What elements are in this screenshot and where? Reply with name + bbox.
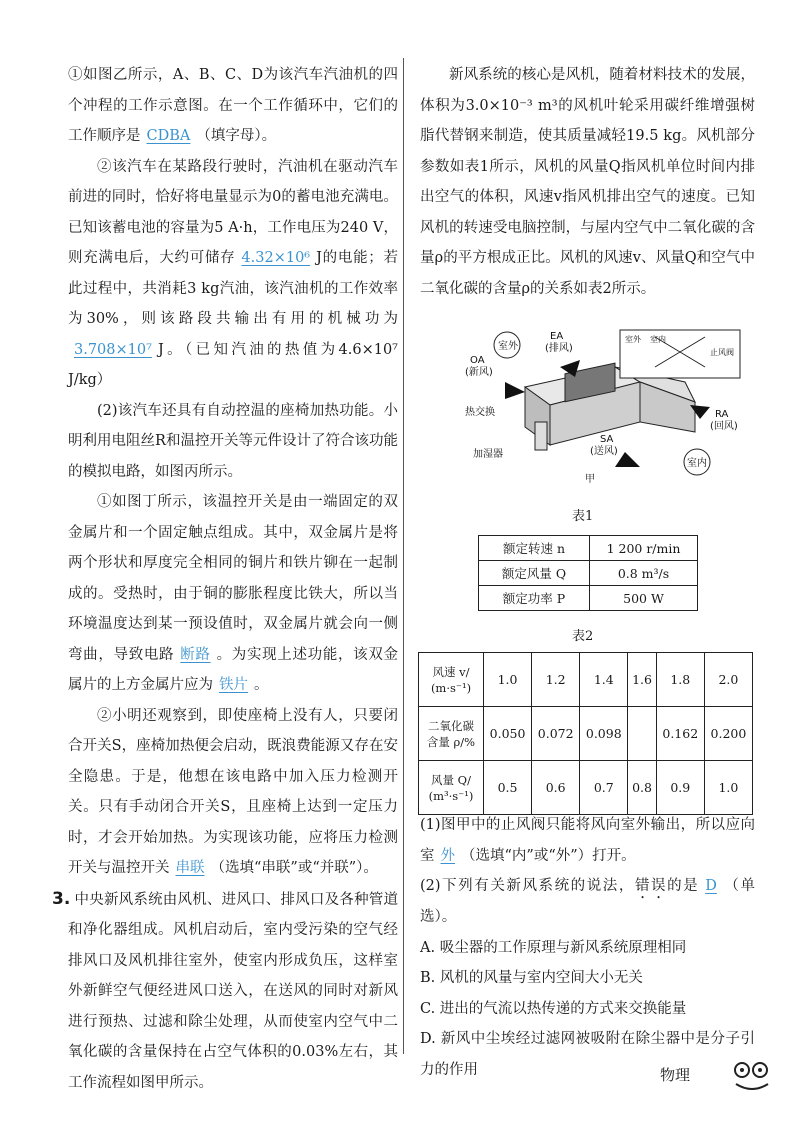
label-sa-sub: (送风) (590, 446, 618, 457)
question-number: 3. (52, 888, 71, 909)
mascot-logo-icon (730, 1058, 774, 1096)
paragraph: ②小明还观察到，即使座椅上没有人，只要闭合开关S，座椅加热便会启动，既浪费能源又存在安全隐患。于是，他想在该电路中加入压力检测开关。只有手动闭合开关S，且座椅上达到一定压力时，才会开始加热。为实现该功能，应将压力检测开关与温控开关 串联 （选填“串联”或“并联”）。 (68, 707, 398, 876)
answer: 串联 (175, 860, 205, 876)
answer: 铁片 (219, 677, 248, 693)
answer: 3.708×10⁷ (74, 341, 152, 358)
fresh-air-system-diagram (465, 327, 750, 487)
table-row: 二氧化碳 含量 ρ/% 0.050 0.072 0.098 0.162 0.200 (419, 707, 753, 761)
humidifier-box (535, 422, 547, 450)
table-row: 风速 v/ (m·s⁻¹) 1.0 1.2 1.4 1.6 1.8 2.0 (419, 653, 753, 707)
answer: 4.32×10⁶ (241, 250, 311, 266)
table-row: 额定功率 P 500 W (479, 586, 698, 611)
label-sa: SA (600, 434, 614, 445)
label-ea-sub: (排风) (545, 343, 573, 354)
sa-arrow-icon (615, 452, 640, 467)
label-ra: RA (715, 409, 729, 420)
label-humidifier: 加湿器 (473, 449, 503, 460)
table1-caption: 表1 (572, 509, 594, 524)
table-row: 额定风量 Q 0.8 m³/s (479, 561, 698, 586)
label-indoor: 室内 (687, 458, 707, 469)
option-c: C. 进出的气流以热传递的方式来交换能量 (420, 1000, 687, 1017)
answer: 断路 (180, 646, 211, 663)
option-b: B. 风机的风量与室内空间大小无关 (420, 970, 643, 986)
table-1 (478, 535, 698, 611)
question-2: (2)下列有关新风系统的说法，错误的是 D （单选）。 (420, 878, 755, 925)
paragraph: ①如图丁所示，该温控开关是由一端固定的双金属片和一个固定触点组成。其中，双金属片是将两个形状和厚度完全相同的铜片和铁片铆在一起制成的。受热时，由于铜的膨胀程度比铁大，所以当环境温度达到某一预设值时，双金属片就会向一侧弯曲，导致电路 断路 。为实现上述功能，该双金属片的上方金属片应为 铁片 。 (68, 494, 399, 693)
label-oa: OA (470, 355, 485, 366)
label-oa-sub: (新风) (465, 367, 493, 378)
paragraph: 新风系统的核心是风机，随着材料技术的发展，体积为3.0×10⁻³ m³的风机叶轮采用碳纤维增强树脂代替钢来制造，使其质量减轻19.5 kg。风机部分参数如表1所示，风机的风量Q指风机单位时间内排出空气的体积，风速v指风机排出空气的速度。已知风机的转速受电脑控制，与屋内空气中二氧化碳的含量ρ的平方根成正比。风机的风速v、风量Q和空气中二氧化碳的含量ρ的关系如表2所示。 (420, 67, 755, 297)
right-questions (420, 810, 755, 1085)
label-ra-sub: (回风) (710, 421, 738, 432)
question-3: 3. 中央新风系统由风机、进风口、排风口及各种管道和净化器组成。风机启动后，室内受污染的空气经排风口及风机排往室外，使室内形成负压，这样室外新鲜空气便经进风口送入，在送风的同时对新风进行预热、过滤和除尘处理，从而使室内空气中二氧化碳的含量保持在占空气体积的0.03%左右，其工作流程如图甲所示。 (52, 888, 398, 1091)
label-valve: 止风阀 (710, 348, 734, 357)
answer: D (705, 878, 717, 894)
footer-subject: 物理 (660, 1066, 691, 1084)
label-outdoor: 室外 (498, 341, 518, 352)
table-2 (418, 652, 753, 815)
paragraph: ①如图乙所示，A、B、C、D为该汽车汽油机的四个冲程的工作示意图。在一个工作循环中，它们的工作顺序是 CDBA （填字母）。 (68, 67, 398, 144)
label-inset-indoor: 室内 (650, 335, 666, 344)
table-row: 风量 Q/ (m³·s⁻¹) 0.5 0.6 0.7 0.8 0.9 1.0 (419, 761, 753, 815)
option-d: D. 新风中尘埃经过滤网被吸附在除尘器中是分子引力的作用 (420, 1031, 755, 1078)
label-inset-outdoor: 室外 (625, 335, 641, 344)
question-1: (1)图甲中的止风阀只能将风向室外输出，所以应向室 外 （选填“内”或“外”）打开。 (420, 817, 755, 864)
figure-caption: 甲 (585, 474, 595, 485)
label-ea: EA (550, 331, 564, 342)
oa-arrow-icon (505, 382, 525, 399)
table-row: 额定转速 n 1 200 r/min (479, 536, 698, 561)
left-column (52, 60, 399, 1098)
paragraph: ②该汽车在某路段行驶时，汽油机在驱动汽车前进的同时，恰好将电量显示为0的蓄电池充满电。已知该蓄电池的容量为5 A·h，工作电压为240 V，则充满电后，大约可储存 4.32×10⁶ J的电能；若此过程中，共消耗3 kg汽油，该汽油机的工作效率为30%，则该路段共输出有用的机械功为3.708×10⁷ J。（已知汽油的热值为4.6×10⁷ J/kg） (68, 158, 399, 388)
answer: CDBA (146, 128, 191, 144)
table2-caption: 表2 (572, 629, 594, 644)
answer: 外 (440, 847, 455, 864)
option-a: A. 吸尘器的工作原理与新风系统原理相同 (420, 939, 687, 956)
right-column (420, 60, 755, 304)
label-heat: 热交换 (465, 407, 495, 418)
column-divider (403, 58, 404, 1054)
paragraph: (2)该汽车还具有自动控温的座椅加热功能。小明利用电阻丝R和温控开关等元件设计了符合该功能的模拟电路，如图丙所示。 (68, 402, 398, 480)
